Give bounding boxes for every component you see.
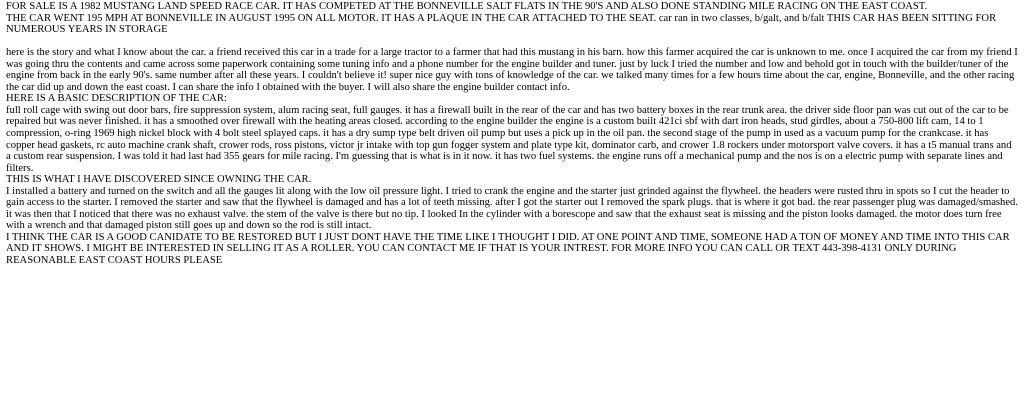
paragraph-spacer (6, 36, 1018, 48)
description-heading: HERE IS A BASIC DESCRIPTION OF THE CAR: (6, 93, 227, 105)
speed-record-paragraph: THE CAR WENT 195 MPH AT BONNEVILLE IN AUGUST 1995 ON ALL MOTOR. IT HAS A PLAQUE IN THE CAR ATTACHED TO THE SEAT. car ran in two classes, b/galt, and b/falt THIS CAR HAS BEEN SITTING FOR NUMEROUS YEARS IN STORAGE (6, 12, 997, 36)
closing-paragraph: I THINK THE CAR IS A GOOD CANIDATE TO BE RESTORED BUT I JUST DONT HAVE THE TIME LIKE I THOUGHT I DID. AT ONE POINT AND TIME, SOMEONE HAD A TON OF MONEY AND TIME INTO THIS CAR AND IT SHOWS. I MIGHT BE INTERESTED IN SELLING IT AS A ROLLER. YOU CAN CONTACT ME IF THAT IS YOUR INTREST. FOR MORE INFO YOU CAN CALL OR TEXT 443-398-4131 ONLY DURING REASONABLE EAST COAST HOURS PLEASE (6, 231, 1010, 267)
intro-paragraph: FOR SALE IS A 1982 MUSTANG LAND SPEED RACE CAR. IT HAS COMPETED AT THE BONNEVILLE SALT FLATS IN THE 90'S AND ALSO DONE STANDING MILE RACING ON THE EAST COAST. (6, 1, 928, 12)
discoveries-paragraph: I installed a battery and turned on the switch and all the gauges lit along with the low oil pressure light. I tried to crank the engine and the starter just grinded against the flywheel. the headers were rusted thru in spots so I cut the header to gain access to the starter. I removed the starter and saw that the flywheel is damaged and has a lot of teeth missing. after I got the starter out I removed the spark plugs. that is where it got bad. the rear passenger plug was damaged/smashed. it was then that I noticed that there was no exhaust valve. the stem of the valve is there but no tip. I looked In the cylinder with a borescope and saw that the exhaust seat is missing and the piston looks damaged. the motor does turn free with a wrench and that damaged piston still goes up and down so the rod is still intact. (6, 185, 1018, 232)
description-paragraph: full roll cage with swing out door bars, fire suppression system, alum racing seat, full gauges. it has a firewall built in the rear of the car and has two battery boxes in the rear trunk area. the driver side floor pan was cut out of the car to be repaired but was never finished. it has a smoothed over firewall with the heating areas closed. according to the engine builder the engine is a custom built 421ci sbf with dart iron heads, stud girdles, about a 750-800 lift cam, 14 to 1 compression, o-ring 1969 high nickel block with 4 bolt steel splayed caps. it has a dry sump type belt driven oil pump but uses a pick up in the oil pan. the second stage of the pump in used as a vacuum pump for the crankcase. it has copper head gaskets, rc auto machine crank shaft, crower rods, ross pistons, victor jr intake with top gun fogger system and plate type kit, dominator carb, and crower 1.8 rockers under motorsport valve covers. it has a t5 manual trans and a custom rear suspension. I was told it had last had 355 gears for mile racing. I'm guessing that is what is in it now. it has two fuel systems. the engine runs off a mechanical pump and the nos is on a electric pump with separate lines and filters. (6, 104, 1012, 174)
discoveries-heading: THIS IS WHAT I HAVE DISCOVERED SINCE OWNING THE CAR. (6, 174, 312, 186)
story-paragraph: here is the story and what I know about the car. a friend received this car in a trade for a large tractor to a farmer that had this mustang in his barn. how this farmer acquired the car is unknown to me. once I acquired the car from my friend I was going thru the contents and came across some paperwork containing some tuning info and a phone number for the engine builder and tuner. just by luck I tried the number and low and behold got in touch with the builder/tuner of the engine from back in the early 90's. same number after all these years. I couldn't believe it! super nice guy with tons of knowledge of the car. we talked many times for a few hours time about the car, engine, Bonneville, and the other racing the car did up and down the east coast. I can share the info I obtained with the buyer. I will also share the engine builder contact info. (6, 47, 1018, 93)
